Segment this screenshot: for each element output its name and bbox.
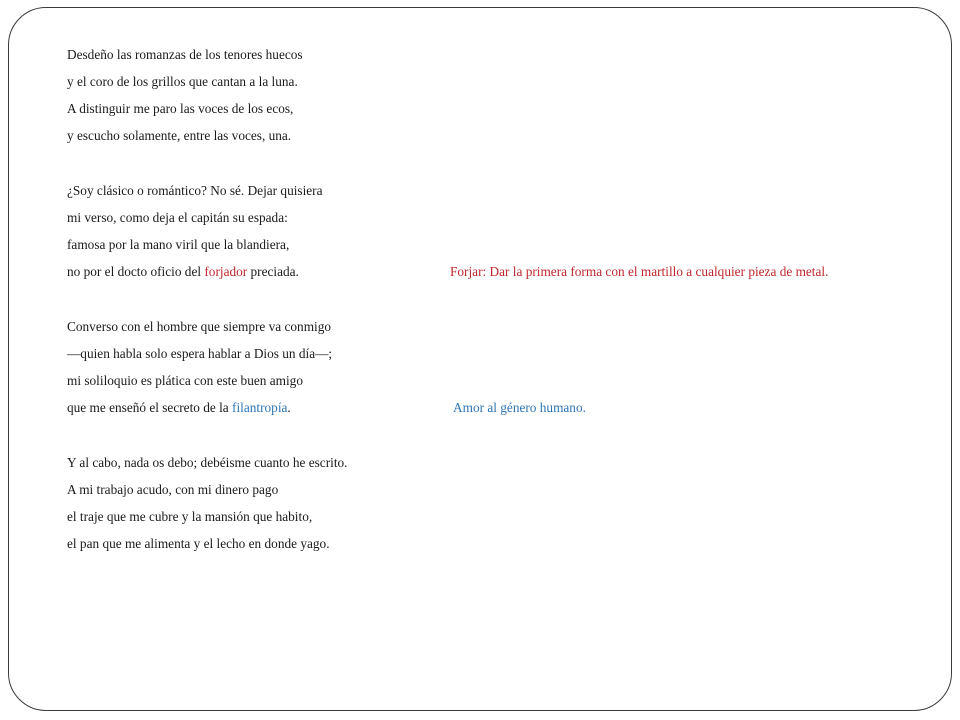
- poem-line-annotated: [67, 399, 586, 426]
- poem-line: mi soliloquio es plática con este buen amigo: [67, 373, 303, 388]
- slide-frame: [8, 7, 952, 711]
- poem-line: y el coro de los grillos que cantan a la luna.: [67, 74, 298, 89]
- line-text: no por el docto oficio del: [67, 264, 205, 279]
- poem-line: ¿Soy clásico o romántico? No sé. Dejar quisiera: [67, 183, 323, 198]
- poem-line-annotated: [67, 263, 829, 290]
- poem-line: A distinguir me paro las voces de los ecos,: [67, 101, 294, 116]
- poem-line: famosa por la mano viril que la blandiera,: [67, 237, 290, 252]
- poem-line: Desdeño las romanzas de los tenores huecos: [67, 47, 303, 62]
- line-text: preciada.: [247, 264, 299, 279]
- poem-line: el traje que me cubre y la mansión que habito,: [67, 509, 313, 524]
- line-text: .: [287, 400, 291, 415]
- poem-line: Y al cabo, nada os debo; debéisme cuanto he escrito.: [67, 455, 348, 470]
- poem-line: Converso con el hombre que siempre va conmigo: [67, 319, 332, 334]
- poem: [67, 46, 829, 562]
- glossed-word-filantropia: filantropía: [232, 400, 288, 415]
- gloss-note-forjar: Forjar: Dar la primera forma con el martillo a cualquier pieza de metal.: [450, 264, 829, 279]
- stanza-gap: [67, 290, 348, 318]
- poem-line: A mi trabajo acudo, con mi dinero pago: [67, 482, 279, 497]
- poem-line: el pan que me alimenta y el lecho en donde yago.: [67, 536, 330, 551]
- stanza-gap: [67, 426, 348, 454]
- poem-line: mi verso, como deja el capitán su espada:: [67, 210, 288, 225]
- stanza-gap: [67, 154, 348, 182]
- line-text: que me enseñó el secreto de la: [67, 400, 233, 415]
- poem-line: y escucho solamente, entre las voces, una.: [67, 128, 292, 143]
- poem-line: —quien habla solo espera hablar a Dios un día—;: [67, 346, 333, 361]
- gloss-note-filantropia: Amor al género humano.: [453, 400, 586, 415]
- glossed-word-forjador: forjador: [204, 264, 248, 279]
